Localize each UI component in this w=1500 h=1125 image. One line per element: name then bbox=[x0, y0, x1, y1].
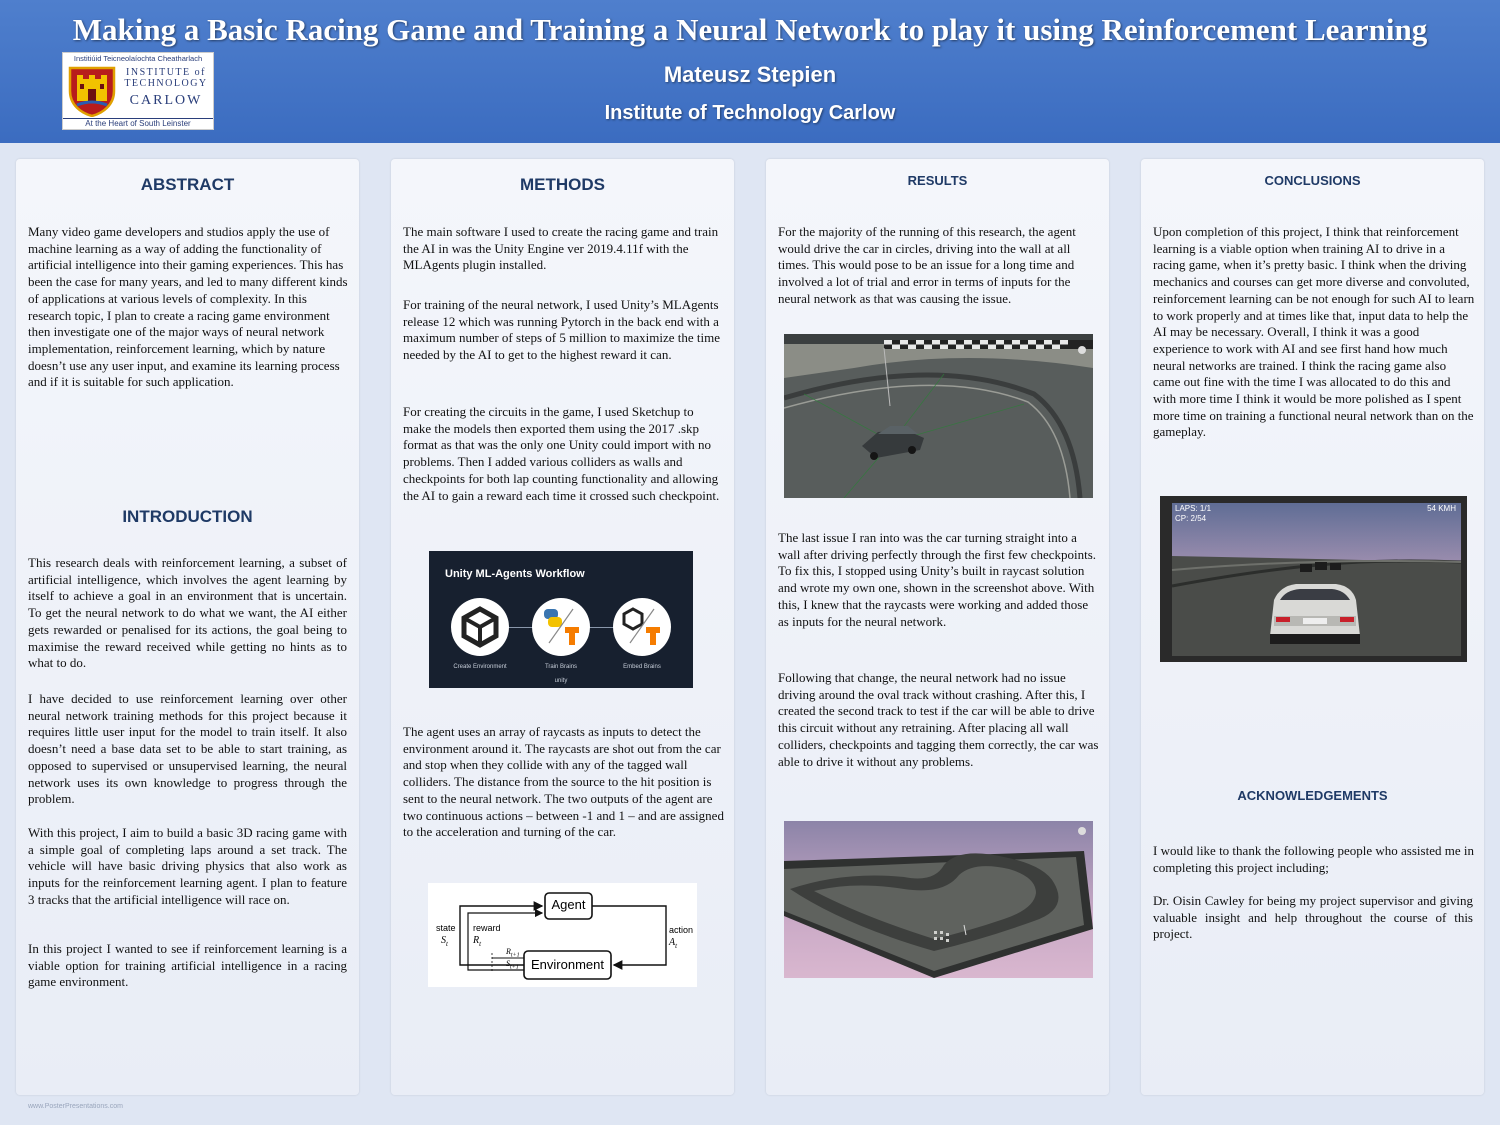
rl-state-label: state bbox=[436, 923, 456, 933]
abstract-heading: ABSTRACT bbox=[140, 175, 235, 194]
rl-environment-box: Environment bbox=[531, 957, 604, 972]
rl-agent-box: Agent bbox=[551, 897, 586, 912]
institute-logo bbox=[62, 52, 214, 130]
rl-reward-symbol: $R_t$ bbox=[473, 935, 482, 948]
methods-paragraph-2: For training of the neural network, I used Unity’s MLAgents release 12 which was running Pytorch in the back end with a maximum number of steps of 5 million to maximize the time needed by the AI to get to the highest reward it can. bbox=[403, 297, 721, 363]
rl-state-symbol: $S_t$ bbox=[441, 935, 448, 948]
second-track-scene-icon bbox=[784, 821, 1093, 978]
introduction-paragraph-1: This research deals with reinforcement learning, a subset of artificial intelligence, which involves the agent learning by itself to achieve a goal in an environment that is uncertain. To get the neural network to do what we want, the AI either gets rewarded or penalised for its actions, the goal being to maximise the reward received while getting no hints as to what to do. bbox=[28, 555, 347, 671]
affiliation: Institute of Technology Carlow bbox=[604, 102, 896, 124]
workflow-step-embed: Embed Brains bbox=[623, 664, 661, 670]
workflow-title: Unity ML-Agents Workflow bbox=[445, 568, 585, 580]
rl-next-reward: $R_{t+1}$ bbox=[506, 947, 520, 959]
python-tensorflow-icon bbox=[531, 597, 591, 657]
hud-laps: LAPS: 1/1 bbox=[1175, 504, 1212, 513]
mlagents-workflow-figure bbox=[429, 551, 693, 688]
poster-footer: www.PosterPresentations.com bbox=[28, 1103, 123, 1110]
logo-irish-name: Institiúid Teicneolaíochta Cheatharlach bbox=[73, 54, 203, 63]
conclusions-heading: CONCLUSIONS bbox=[1264, 173, 1361, 188]
methods-heading: METHODS bbox=[520, 175, 605, 194]
column-conclusions bbox=[1141, 159, 1484, 1095]
results-paragraph-3: Following that change, the neural network had no issue driving around the oval track without crashing. After this, I created the second track to test if the car will be able to drive this circuit without any retraining. After placing all wall colliders, checkpoints and tagging them correctly, the car was able to drive it without any problems. bbox=[778, 670, 1099, 769]
acknowledgements-paragraph-1: I would like to thank the following people who assisted me in completing this project including; bbox=[1153, 843, 1474, 875]
unity-tensorflow-icon bbox=[612, 597, 672, 657]
introduction-paragraph-3: With this project, I aim to build a basic 3D racing game with a simple goal of completing laps around a set track. The vehicle will have basic driving physics that also work as inputs for the reinforcement learning agent. I plan to feature 3 tracks that the artificial intelligence will race on. bbox=[28, 825, 347, 907]
results-paragraph-2: The last issue I ran into was the car turning straight into a wall after driving perfectly through the first few checkpoints. To fix this, I stopped using Unity’s built in raycast solution and wrote my own one, shown in the screenshot above. With this, I knew that the raycasts were working and added those as inputs for the neural network. bbox=[778, 530, 1097, 629]
acknowledgements-heading: ACKNOWLEDGEMENTS bbox=[1237, 788, 1388, 803]
rl-next-state: $S_{t+1}$ bbox=[506, 959, 519, 971]
methods-paragraph-3: For creating the circuits in the game, I used Sketchup to make the models then exported them using the 2017 .skp format as that was the only one Unity could import with no problems. Then I added various colliders as walls and checkpoints for both lap counting functionality and allowing the AI to gain a reward each time it crossed such checkpoint. bbox=[403, 404, 720, 503]
hud-speed: 54 KMH bbox=[1427, 504, 1456, 513]
author-name: Mateusz Stepien bbox=[663, 62, 837, 87]
column-results bbox=[766, 159, 1109, 1095]
logo-strapline: At the Heart of South Leinster bbox=[63, 118, 213, 128]
hud-checkpoint: CP: 2/54 bbox=[1175, 514, 1207, 523]
rl-reward-label: reward bbox=[473, 923, 501, 933]
methods-paragraph-1: The main software I used to create the racing game and train the AI in was the Unity Engine ver 2019.4.11f with the MLAgents plugin installed. bbox=[403, 224, 719, 273]
crest-icon bbox=[67, 65, 117, 117]
column-abstract-introduction bbox=[16, 159, 359, 1095]
rl-action-symbol: $A_t$ bbox=[669, 937, 678, 950]
introduction-paragraph-2: I have decided to use reinforcement learning over other neural network training methods for this project because it requires little user input for the model to train itself. It also doesn’t need a base data set to be able to start training, as opposed to supervised or unsupervised learning, the neural network uses its own knowledge to progress through the problem. bbox=[28, 691, 347, 807]
workflow-brand: unity bbox=[554, 678, 568, 684]
workflow-step-create: Create Environment bbox=[453, 664, 507, 670]
poster-title: Making a Basic Racing Game and Training a Neural Network to play it using Reinforcement Learning bbox=[72, 12, 1428, 47]
logo-carlow: CARLOW bbox=[129, 93, 203, 108]
oval-track-scene-icon bbox=[784, 334, 1093, 498]
ingame-hud-screenshot bbox=[1160, 496, 1467, 662]
logo-institute-line: INSTITUTE of TECHNOLOGY bbox=[124, 67, 208, 89]
abstract-text: Many video game developers and studios apply the use of machine learning as a way of adding the functionality of artificial intelligence into their gaming experiences. This has been the case for many years, and led to many different kinds of applications at various levels of complexity. In this research topic, I plan to create a racing game environment then investigate one of the major ways of neural network implementation, reinforcement learning, which by nature doesn’t use any user input, and examine its learning process and if it is suitable for such application. bbox=[28, 224, 348, 390]
conclusions-text: Upon completion of this project, I think that reinforcement learning is a viable option when training AI to drive in a racing game, when it’s pretty basic. I think when the driving mechanics and courses can get more diverse and convoluted, reinforcement learning can be not enough for such AI to learn to work properly and at times like that, input data to help the AI may be necessary. Overall, I think it was a good experience to work with AI and see first hand how much neural networks are trained. I think the racing game also came out fine with the time I was allocated to do this and with more time I think it would be more polished as I spent more time on training a functional neural network than on the gameplay. bbox=[1153, 224, 1475, 440]
introduction-heading: INTRODUCTION bbox=[122, 507, 253, 526]
introduction-paragraph-4: In this project I wanted to see if reinforcement learning is a viable option for training artificial intelligence in a racing game environment. bbox=[28, 941, 347, 990]
rl-loop-diagram bbox=[428, 883, 697, 987]
results-paragraph-1: For the majority of the running of this research, the agent would drive the car in circles, driving into the wall at all times. This would pose to be an issue for a long time and involved a lot of trial and error in terms of inputs for the neural network as that was causing the issue. bbox=[778, 224, 1076, 306]
second-track-screenshot bbox=[784, 821, 1093, 978]
acknowledgements-paragraph-2: Dr. Oisin Cawley for being my project supervisor and giving valuable insight and help throughout the course of this project. bbox=[1153, 893, 1473, 942]
rl-action-label: action bbox=[669, 925, 694, 935]
workflow-step-train: Train Brains bbox=[544, 664, 578, 670]
methods-paragraph-4: The agent uses an array of raycasts as inputs to detect the environment around it. The raycasts are shot out from the car and stop when they collide with any of the tagged wall colliders. The distance from the source to the hit position is sent to the neural network. The two outputs of the agent are two continuous actions – between -1 and 1 – and are assigned to the acceleration and turning of the car. bbox=[403, 724, 724, 840]
results-heading: RESULTS bbox=[907, 173, 968, 188]
oval-track-screenshot bbox=[784, 334, 1093, 498]
unity-logo-icon bbox=[450, 597, 510, 657]
column-methods bbox=[391, 159, 734, 1095]
